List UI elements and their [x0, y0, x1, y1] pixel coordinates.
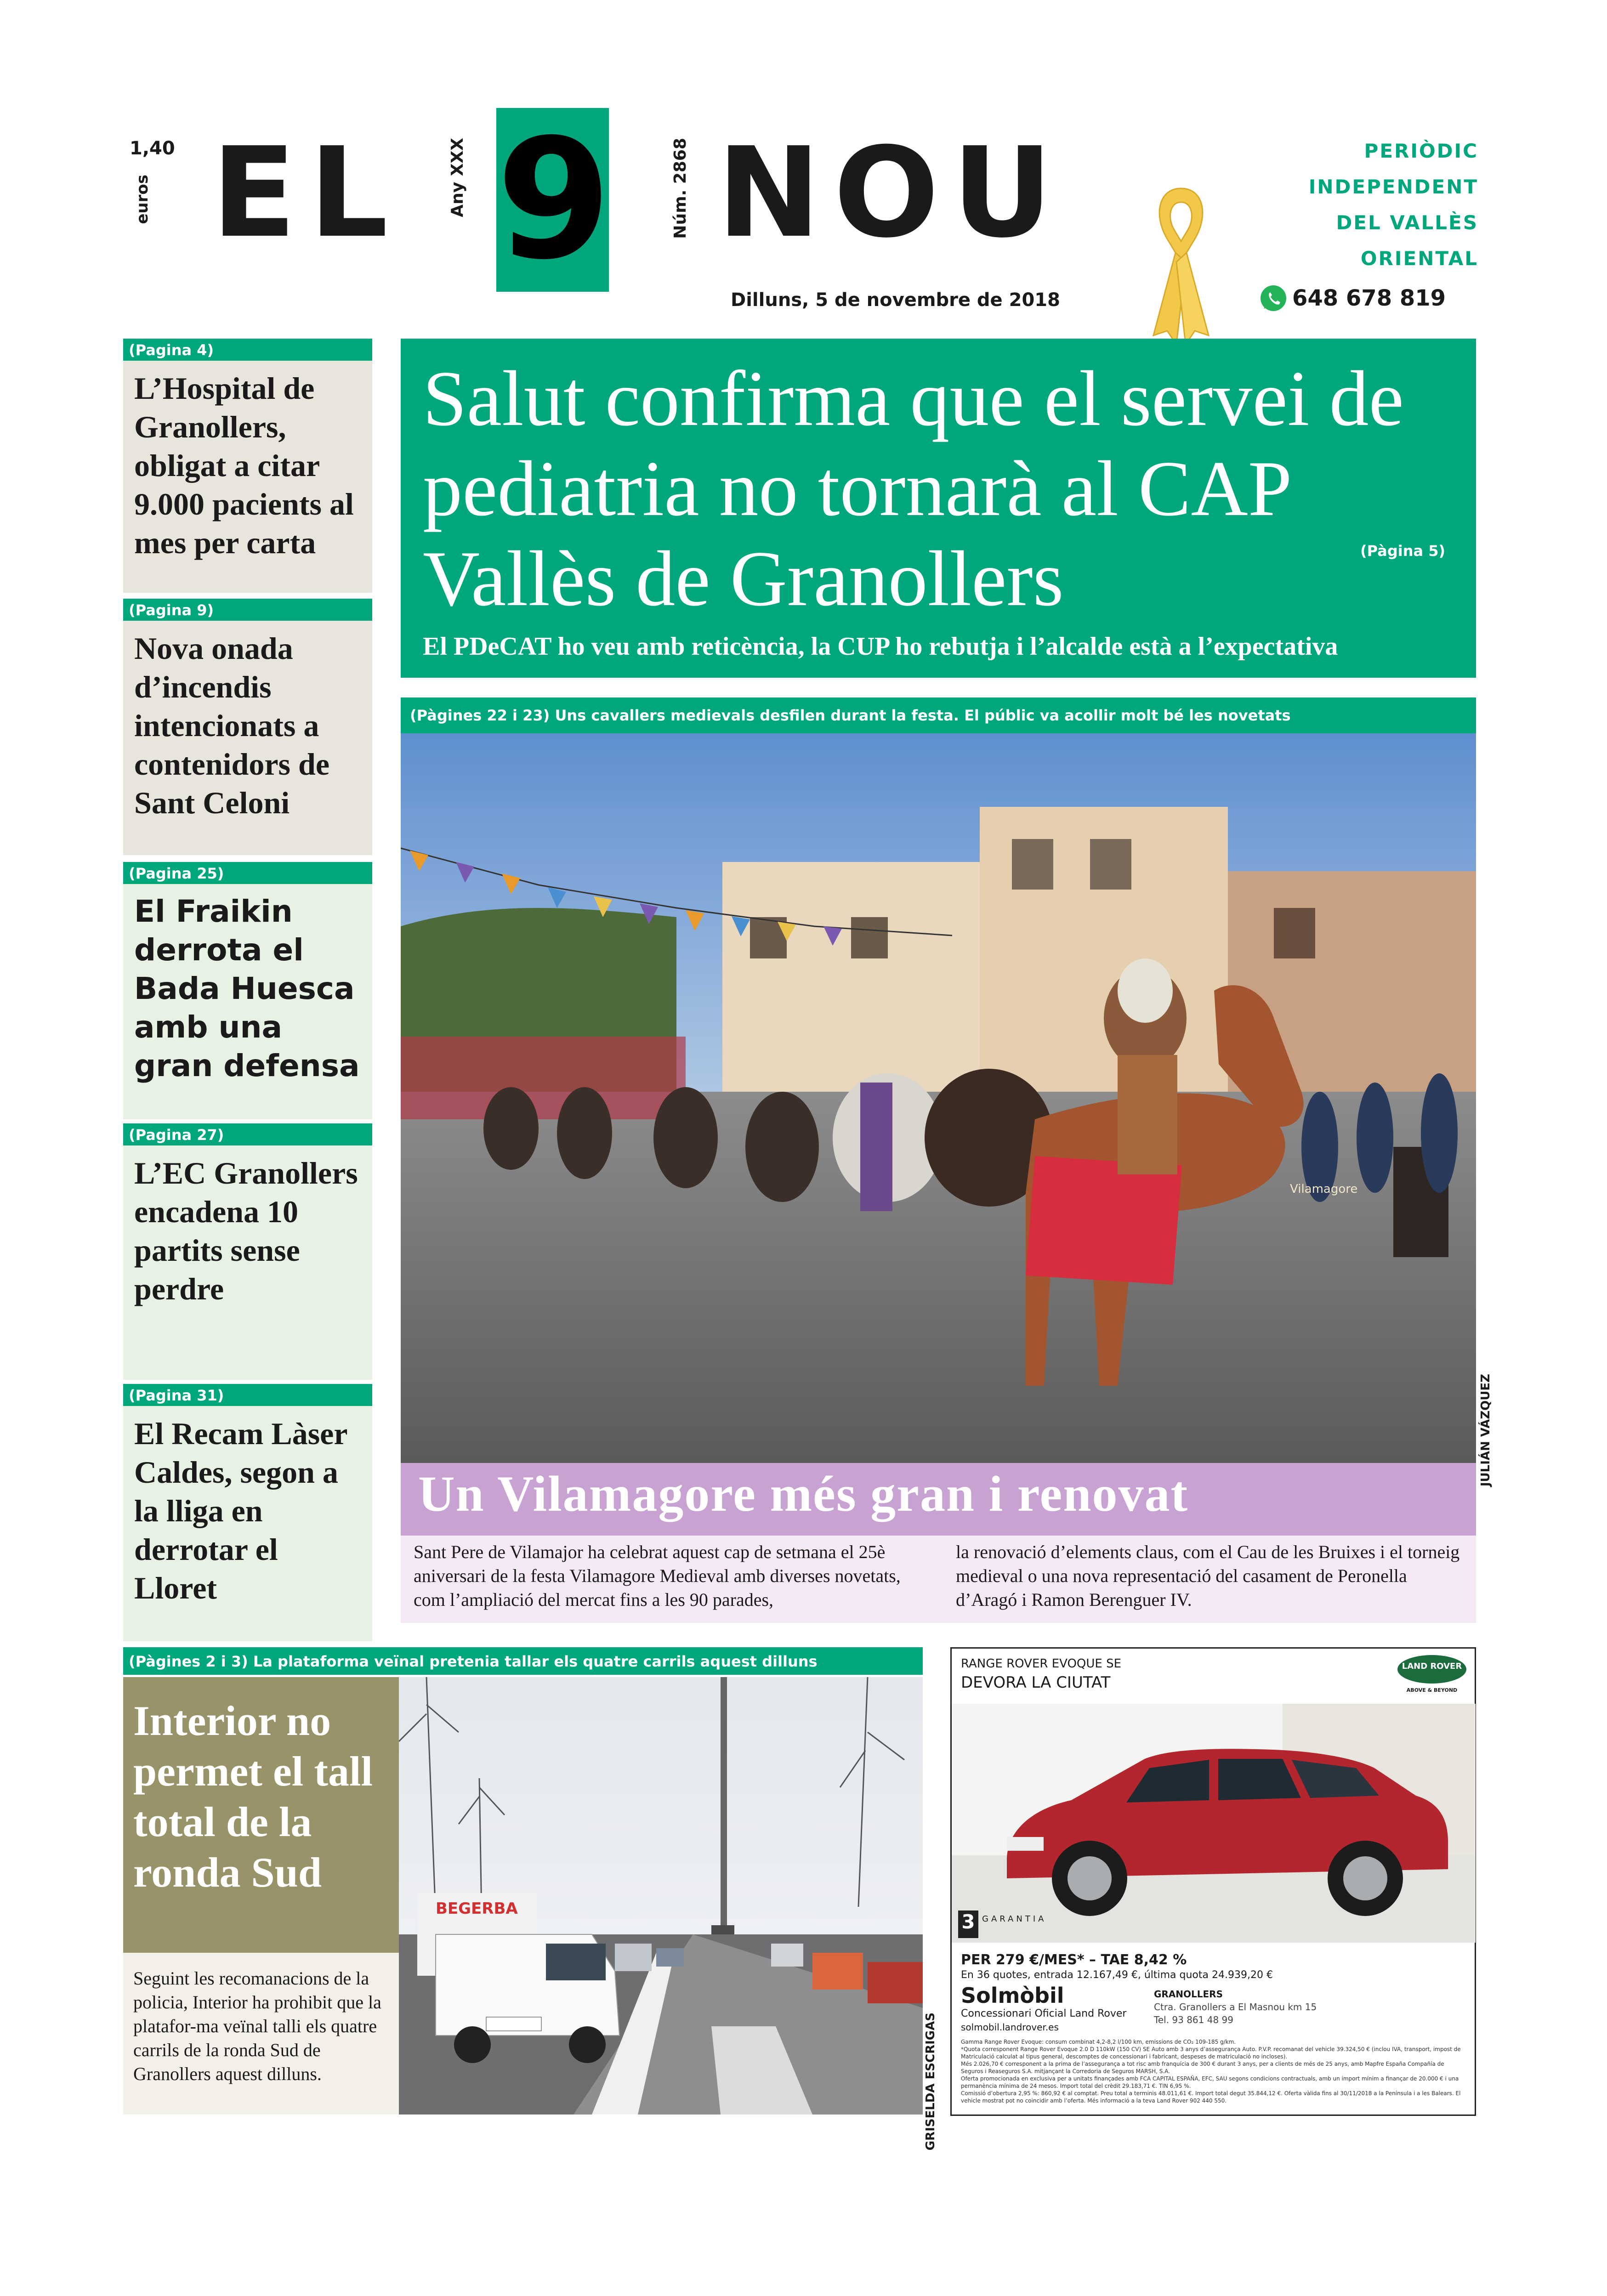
dealer-name: Solmòbil — [961, 1983, 1064, 2008]
fine-print-line: Comissió d’obertura 2,95 %: 860,92 € al comptat. Preu total a terminis 48.011,61 €. Import total degut 35.844,12 €. Oferta vàlida fins al 30/11/2018 a la Península i a les Balears. El vehicle mostrat pot no coincidir amb l’oferta. Més informació a la teva Land Rover 902 440 550. — [961, 2090, 1461, 2104]
sidebar-story[interactable] — [123, 862, 372, 1119]
land-rover-ad[interactable] — [950, 1647, 1476, 2116]
warranty-label: GARANTIA — [982, 1914, 1047, 1924]
truck-label: BEGERBA — [436, 1899, 518, 1918]
ad-slogan: DEVORA LA CIUTAT — [961, 1673, 1111, 1692]
issue-number: Núm. 2868 — [671, 138, 690, 239]
issue-date: Dilluns, 5 de novembre de 2018 — [731, 289, 1060, 311]
second-caption: (Pàgines 2 i 3) La plataforma veïnal pretenia tallar els quatre carrils aquest dilluns — [123, 1647, 923, 1675]
second-headline[interactable]: Interior no permet el tall total de la ronda Sud — [133, 1697, 373, 1896]
photo-caption: (Pàgines 22 i 23) Uns cavallers medievals desfilen durant la festa. El públic va acollir molt bé les novetats — [401, 697, 1476, 733]
page-ref: (Pagina 4) — [123, 339, 372, 361]
ronda-sud-photo[interactable] — [399, 1677, 923, 2115]
page-ref: (Pagina 25) — [123, 862, 372, 884]
tagline — [1309, 133, 1478, 277]
price: 1,40 — [130, 138, 175, 159]
logo-nou[interactable]: NOU — [717, 120, 1066, 265]
logo-number[interactable]: 9 — [496, 103, 612, 296]
tagline-line: ORIENTAL — [1360, 247, 1478, 270]
phone-contact[interactable] — [1259, 284, 1446, 312]
warranty-number: 3 — [958, 1910, 978, 1938]
sidebar-story[interactable] — [123, 1384, 372, 1641]
dealer-city: GRANOLLERS — [1154, 1989, 1223, 2000]
brand-name: LAND ROVER — [1402, 1661, 1462, 1671]
sidebar-headline[interactable]: El Fraikin derrota el Bada Huesca amb una gran defensa — [123, 884, 372, 1119]
banner-sign: Vilamagore — [1290, 1182, 1358, 1196]
photo-credit: GRISELDA ESCRIGAS — [924, 2013, 937, 2151]
tagline-line: INDEPENDENT — [1308, 176, 1478, 198]
phone-number: 648 678 819 — [1292, 285, 1446, 311]
lead-headline[interactable]: Salut confirma que el servei de pediatria no tornarà al CAP Vallès de Granollers — [423, 355, 1404, 623]
second-body: Seguint les recomanacions de la policia, Interior ha prohibit que la platafor-ma veïnal talli els quatre carrils de la ronda Sud de Granollers aquest dilluns. — [133, 1968, 381, 2084]
ad-model: RANGE ROVER EVOQUE SE — [961, 1657, 1122, 1671]
red-suv-image — [952, 1704, 1476, 1943]
dealer-address: Ctra. Granollers a El Masnou km 15 — [1154, 2001, 1317, 2013]
tagline-line: DEL VALLÈS — [1336, 211, 1478, 234]
lead-subtitle: El PDeCAT ho veu amb reticència, la CUP ho rebutja i l’alcalde està a l’expectativa — [423, 632, 1338, 661]
currency: euros — [133, 175, 152, 224]
fine-print-line: Gamma Range Rover Evoque: consum combinat 4,2-8,2 l/100 km, emissions de CO₂ 109-185 g/km. — [961, 2039, 1236, 2045]
ad-price: PER 279 €/MES* – TAE 8,42 % — [961, 1952, 1187, 1968]
sidebar-story[interactable] — [123, 1123, 372, 1380]
fine-print-line: Més 2.026,70 € corresponent a la prima de l’assegurança a tot risc amb franquícia de 300 € durant 3 anys, per a clients de més de 25 anys, amb Mapfre España Compañía de Seguros i Reaseguros S.A. mitjançant la Corredoria de Seguros MARSH, S.A. — [961, 2061, 1444, 2075]
page-ref: (Pagina 27) — [123, 1123, 372, 1145]
sidebar-headline[interactable]: L’Hospital de Granollers, obligat a citar 9.000 pacients al mes per carta — [123, 361, 372, 593]
logo-el[interactable]: EL — [211, 120, 401, 265]
ad-terms: En 36 quotes, entrada 12.167,49 €, última quota 24.939,20 € — [961, 1969, 1273, 1981]
tagline-line: PERIÒDIC — [1364, 140, 1478, 162]
page-ref: (Pagina 31) — [123, 1384, 372, 1406]
year-label: Any XXX — [448, 138, 467, 217]
sidebar-story[interactable] — [123, 339, 372, 593]
sidebar-headline[interactable]: Nova onada d’incendis intencionats a contenidors de Sant Celoni — [123, 621, 372, 855]
medieval-parade-photo[interactable] — [401, 733, 1476, 1463]
lead-page-ref: (Pàgina 5) — [1360, 542, 1446, 560]
feature-headline[interactable]: Un Vilamagore més gran i renovat — [418, 1466, 1189, 1522]
page-ref: (Pagina 9) — [123, 599, 372, 621]
yellow-ribbon-icon — [1149, 175, 1213, 349]
land-rover-logo[interactable] — [1397, 1655, 1466, 1684]
dealer-phone: Tel. 93 861 48 99 — [1154, 2014, 1233, 2025]
feature-text-col-1: Sant Pere de Vilamajor ha celebrat aquest cap de setmana el 25è aniversari de la festa Vilamagore Medieval amb diverses novetats, com l’ampliació del mercat fins a les 90 parades, — [414, 1542, 901, 1610]
sidebar-story[interactable] — [123, 599, 372, 855]
fine-print-line: *Quota corresponent Range Rover Evoque 2.0 D 110kW (150 CV) SE Auto amb 3 anys d’assegurança Auto. P.V.P. recomanat del vehicle 39.324,50 € (inclou IVA, transport, impost de Matriculació calculat al tipus general, descomptes de concessionari i fabricant, despeses de matriculació no incloses). — [961, 2046, 1461, 2060]
brand-sub: ABOVE & BEYOND — [1406, 1687, 1458, 1693]
dealer-sub: Concessionari Oficial Land Rover — [961, 2008, 1127, 2019]
whatsapp-icon — [1259, 284, 1288, 312]
sidebar-headline[interactable]: L’EC Granollers encadena 10 partits sense perdre — [123, 1145, 372, 1380]
ad-fine-print — [961, 2038, 1466, 2104]
knights-on-horses-image — [401, 733, 1476, 1463]
fine-print-line: Oferta promocionada en exclusiva per a unitats finançades amb FCA CAPITAL ESPAÑA, EFC, SAU segons condicions contractuals, amb un import mínim a finançar de 20.000 € i una permanència mínima de 24 mesos. Import total del crèdit 29.183,71 €. TIN 6,95 %. — [961, 2075, 1459, 2089]
dealer-web[interactable]: solmobil.landrover.es — [961, 2022, 1059, 2033]
sidebar-headline[interactable]: El Recam Làser Caldes, segon a la lliga en derrotar el Lloret — [123, 1406, 372, 1641]
feature-text-col-2: la renovació d’elements claus, com el Cau de les Bruixes i el torneig medieval o una nova representació del casament de Peronella d’Aragó i Ramon Berenguer IV. — [956, 1542, 1460, 1610]
road-with-van-image — [399, 1677, 923, 2115]
photo-credit: JULIÁN VÁZQUEZ — [1479, 1374, 1493, 1487]
